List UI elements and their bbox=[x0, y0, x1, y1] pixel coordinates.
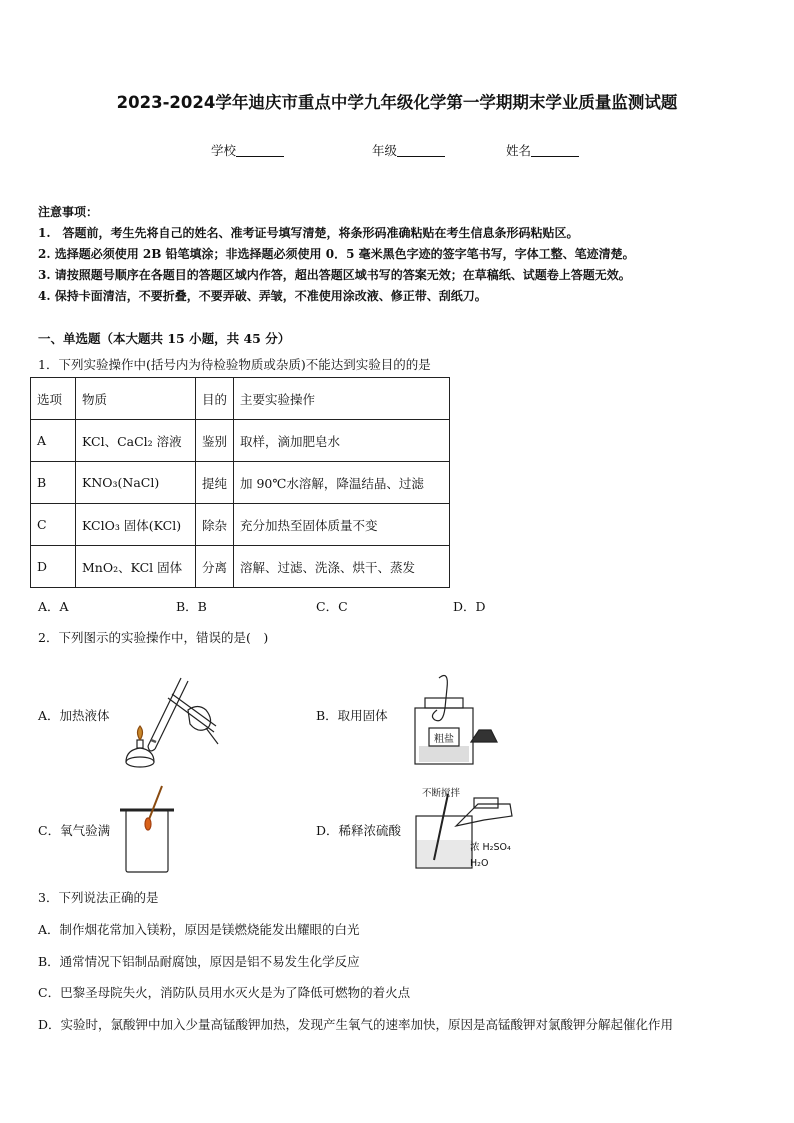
note-item: 1. 答题前，考生先将自己的姓名、准考证号填写清楚，将条形码准确粘贴在考生信息条形码粘贴区。 bbox=[38, 226, 579, 240]
page-title: 2023-2024学年迪庆市重点中学九年级化学第一学期期末学业质量监测试题 bbox=[116, 93, 678, 112]
table-cell: 除杂 bbox=[196, 504, 234, 546]
table-cell: B bbox=[31, 462, 76, 504]
table-cell: A bbox=[31, 420, 76, 462]
section-heading: 一、单选题（本大题共 15 小题，共 45 分） bbox=[38, 331, 291, 346]
question-2-option-c: C．氧气验满 bbox=[38, 823, 111, 838]
table-row bbox=[31, 504, 450, 546]
table-header: 目的 bbox=[196, 378, 234, 420]
question-2-stem: 2．下列图示的实验操作中，错误的是( ) bbox=[38, 630, 269, 645]
table-cell: 充分加热至固体质量不变 bbox=[234, 504, 450, 546]
table-cell: 加 90℃水溶解，降温结晶、过滤 bbox=[234, 462, 450, 504]
table-cell: D bbox=[31, 546, 76, 588]
dilute-acid-illustration bbox=[412, 786, 522, 872]
water-label: H₂O bbox=[470, 858, 489, 869]
table-cell: MnO₂、KCl 固体 bbox=[76, 546, 196, 588]
question-1-option-d: D．D bbox=[453, 599, 486, 614]
note-item: 2. 选择题必须使用 2B 铅笔填涂；非选择题必须使用 0．5 毫米黑色字迹的签字笔书写，字体工整、笔迹清楚。 bbox=[38, 247, 635, 261]
question-2-option-b: B．取用固体 bbox=[316, 708, 388, 723]
table-cell: KCl、CaCl₂ 溶液 bbox=[76, 420, 196, 462]
table-cell: 溶解、过滤、洗涤、烘干、蒸发 bbox=[234, 546, 450, 588]
table-row bbox=[31, 546, 450, 588]
oxygen-check-illustration bbox=[118, 782, 176, 876]
table-cell: 分离 bbox=[196, 546, 234, 588]
table-header: 选项 bbox=[31, 378, 76, 420]
question-2-option-d: D．稀释浓硫酸 bbox=[316, 823, 402, 838]
notes-heading: 注意事项： bbox=[38, 205, 99, 219]
taking-solid-illustration bbox=[409, 668, 499, 768]
table-header: 物质 bbox=[76, 378, 196, 420]
table-row bbox=[31, 420, 450, 462]
question-3-option-d: D．实验时，氯酸钾中加入少量高锰酸钾加热，发现产生氧气的速率加快，原因是高锰酸钾对氯酸钾分解起催化作用 bbox=[38, 1017, 674, 1032]
stir-label: 不断搅拌 bbox=[422, 788, 461, 799]
question-3-stem: 3．下列说法正确的是 bbox=[38, 890, 159, 905]
jar-label: 粗盐 bbox=[434, 734, 454, 745]
question-1-table bbox=[30, 377, 450, 588]
name-field: 姓名 bbox=[506, 141, 579, 159]
acid-label: 浓 H₂SO₄ bbox=[470, 842, 511, 853]
question-2-option-a: A．加热液体 bbox=[38, 708, 110, 723]
table-cell: KNO₃(NaCl) bbox=[76, 462, 196, 504]
table-cell: 取样，滴加肥皂水 bbox=[234, 420, 450, 462]
table-cell: 鉴别 bbox=[196, 420, 234, 462]
question-1-option-a: A．A bbox=[38, 599, 69, 614]
table-cell: C bbox=[31, 504, 76, 546]
note-item: 3. 请按照题号顺序在各题目的答题区域内作答，超出答题区域书写的答案无效；在草稿纸、试题卷上答题无效。 bbox=[38, 268, 631, 282]
note-item: 4. 保持卡面清洁，不要折叠，不要弄破、弄皱，不准使用涂改液、修正带、刮纸刀。 bbox=[38, 289, 487, 303]
school-field: 学校 bbox=[211, 141, 284, 159]
table-cell: 提纯 bbox=[196, 462, 234, 504]
grade-field: 年级 bbox=[372, 141, 445, 159]
question-1-option-b: B．B bbox=[176, 599, 207, 614]
question-3-option-c: C．巴黎圣母院失火，消防队员用水灭火是为了降低可燃物的着火点 bbox=[38, 985, 411, 1000]
question-3-option-a: A．制作烟花常加入镁粉，原因是镁燃烧能发出耀眼的白光 bbox=[38, 922, 360, 937]
heating-liquid-illustration bbox=[118, 668, 230, 770]
question-3-option-b: B．通常情况下铝制品耐腐蚀，原因是铝不易发生化学反应 bbox=[38, 954, 360, 969]
table-header: 主要实验操作 bbox=[234, 378, 450, 420]
table-row bbox=[31, 462, 450, 504]
table-header-row bbox=[31, 378, 450, 420]
question-1-option-c: C．C bbox=[316, 599, 348, 614]
question-1-stem: 1．下列实验操作中(括号内为待检验物质或杂质)不能达到实验目的的是 bbox=[38, 357, 431, 372]
table-cell: KClO₃ 固体(KCl) bbox=[76, 504, 196, 546]
